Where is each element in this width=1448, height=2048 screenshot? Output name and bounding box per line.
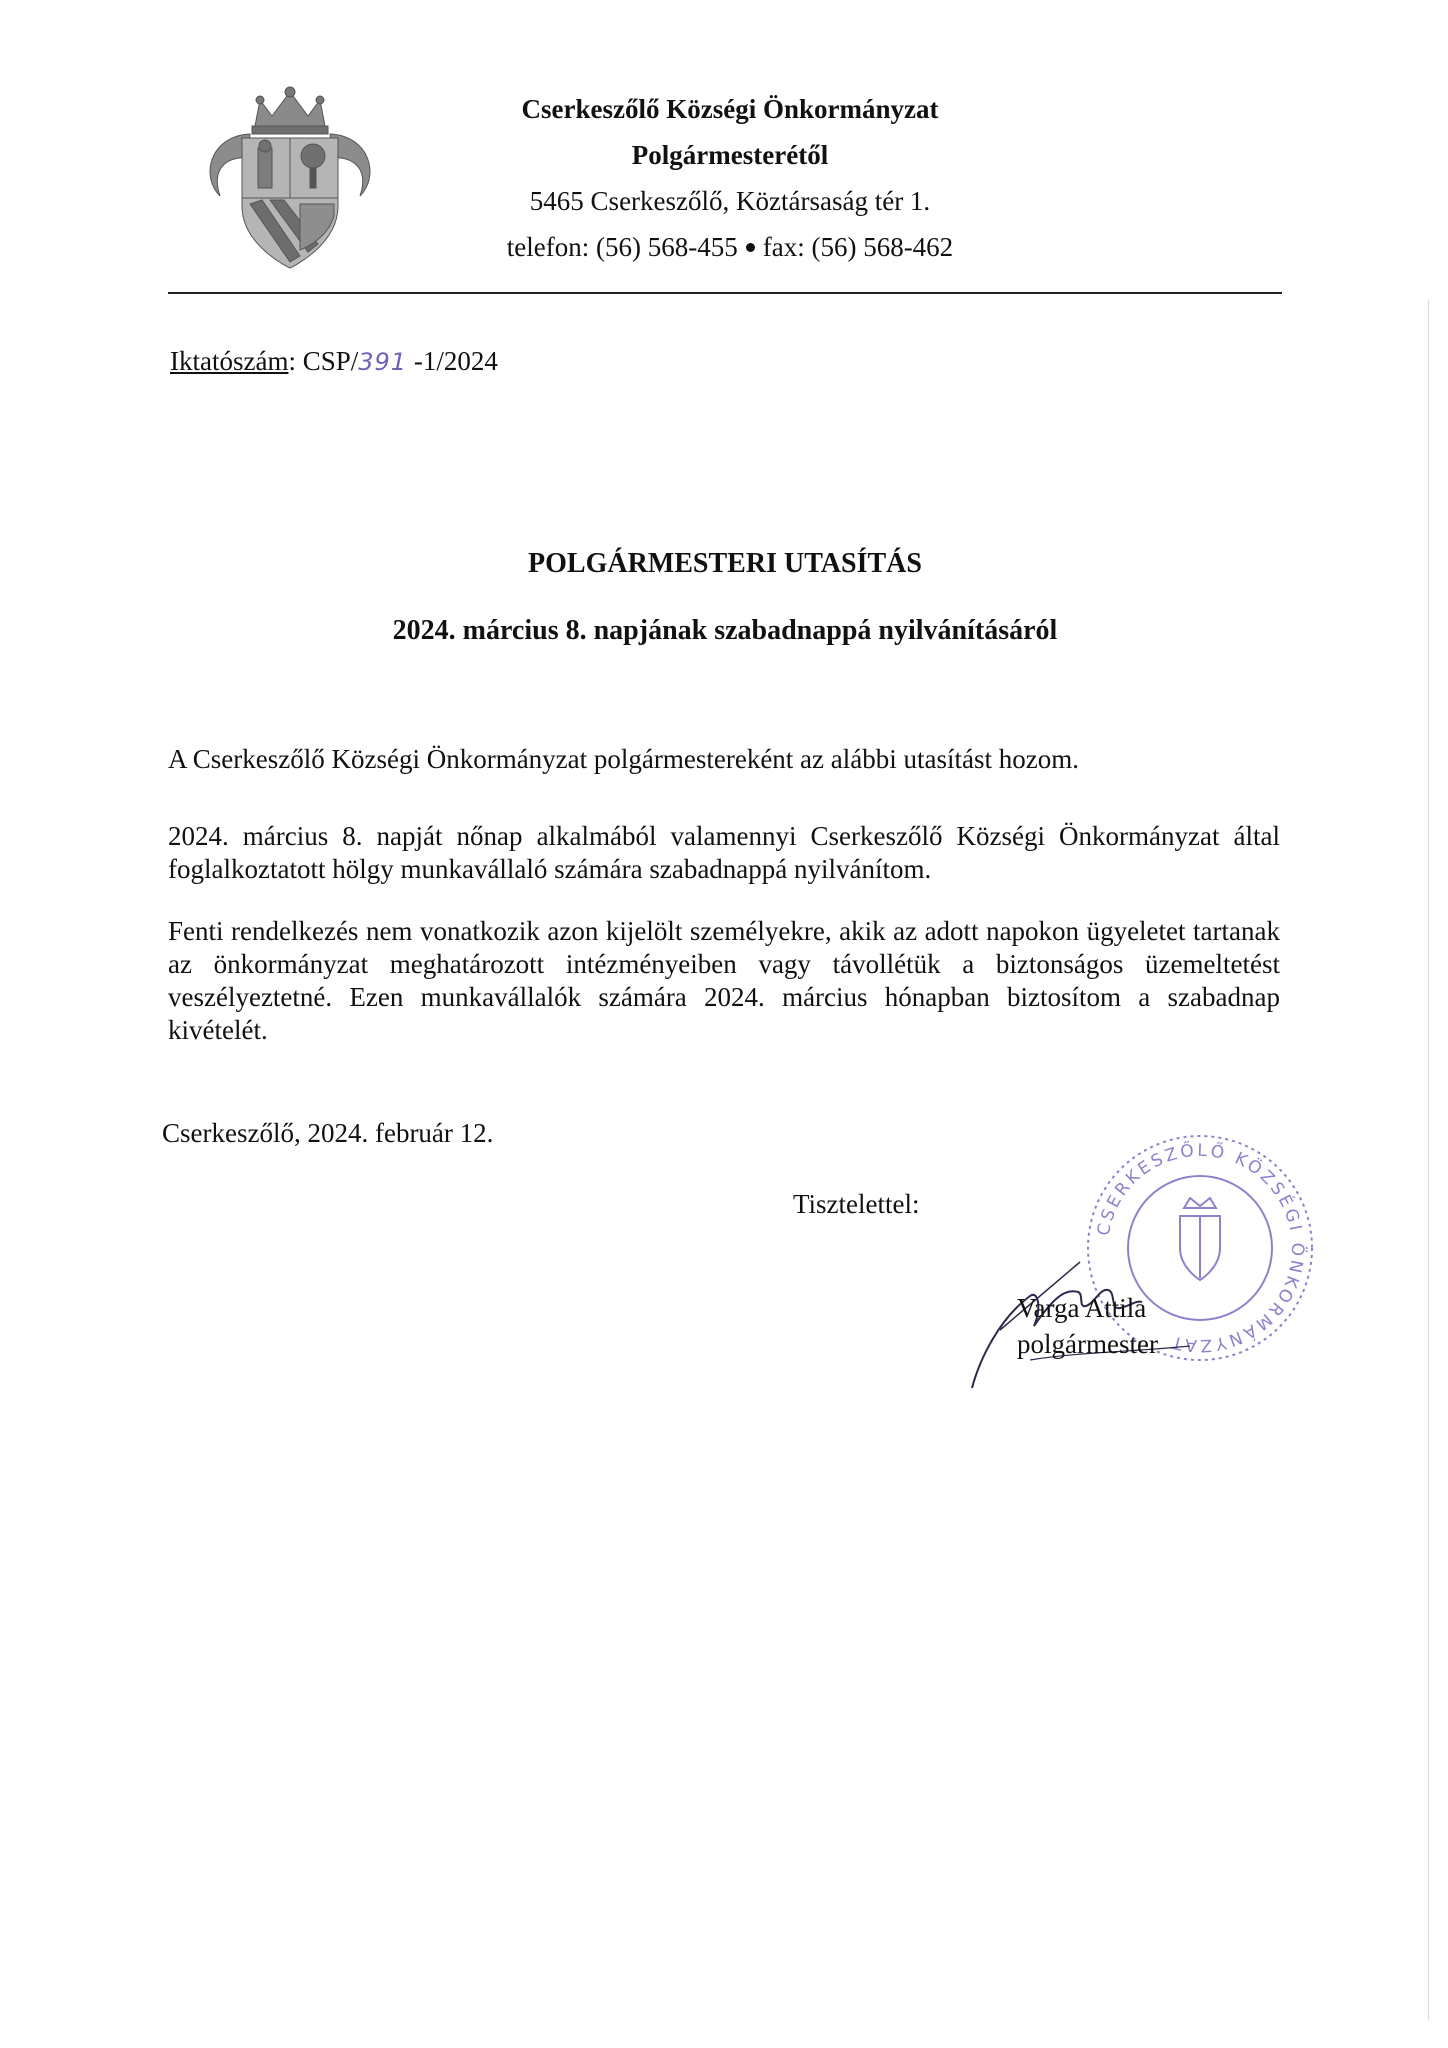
- stamp-text: CSERKESZŐLŐ KÖZSÉGI ÖNKORMÁNYZAT: [1093, 1140, 1308, 1356]
- document-subtitle: 2024. március 8. napjának szabadnappá nyilvánításáról: [392, 615, 1058, 646]
- phone: telefon: (56) 568-455: [506, 232, 738, 262]
- address: 5465 Cserkeszőlő, Köztársaság tér 1.: [529, 186, 931, 216]
- fax: fax: (56) 568-462: [762, 232, 954, 262]
- contact-line: [470, 224, 990, 270]
- signer-name: Varga Attila: [1017, 1293, 1147, 1323]
- body-paragraph-1: A Cserkeszőlő Községi Önkormányzat polgármestereként az alábbi utasítást hozom.: [168, 744, 1079, 774]
- org-name: Cserkeszőlő Községi Önkormányzat: [521, 94, 939, 124]
- file-number-handwritten: 391: [358, 348, 408, 376]
- scan-edge-line: [1428, 300, 1429, 2020]
- body-paragraph-3: Fenti rendelkezés nem vonatkozik azon kijelölt személyekre, akik az adott napokon ügyeletet tartanak az önkormányzat meghatározott intézményeiben vagy távollétük a biztonságos üzemeltetést veszélyeztetné. Ezen munkavállalók számára 2024. március hónapban biztosítom a szabadnap kivételét.: [168, 916, 1280, 1045]
- file-number-suffix: -1/2024: [407, 346, 498, 376]
- coat-of-arms-logo: [200, 86, 380, 276]
- closing-salutation: Tisztelettel:: [793, 1189, 920, 1219]
- file-number-prefix: : CSP/: [288, 346, 359, 376]
- document-title: POLGÁRMESTERI UTASÍTÁS: [528, 548, 922, 579]
- signer-role: polgármester: [1017, 1329, 1158, 1359]
- bullet-icon: [746, 243, 755, 252]
- file-number-label: Iktatószám: [170, 346, 289, 376]
- body-paragraph-2: 2024. március 8. napját nőnap alkalmából valamennyi Cserkeszőlő Községi Önkormányzat által foglalkoztatott hölgy munkavállaló számára szabadnappá nyilvánítom.: [168, 821, 1280, 884]
- office-name: Polgármesterétől: [631, 140, 829, 170]
- file-number: [170, 344, 498, 379]
- header-divider: [168, 292, 1282, 294]
- place-and-date: Cserkeszőlő, 2024. február 12.: [162, 1118, 494, 1148]
- letterhead: [470, 86, 990, 270]
